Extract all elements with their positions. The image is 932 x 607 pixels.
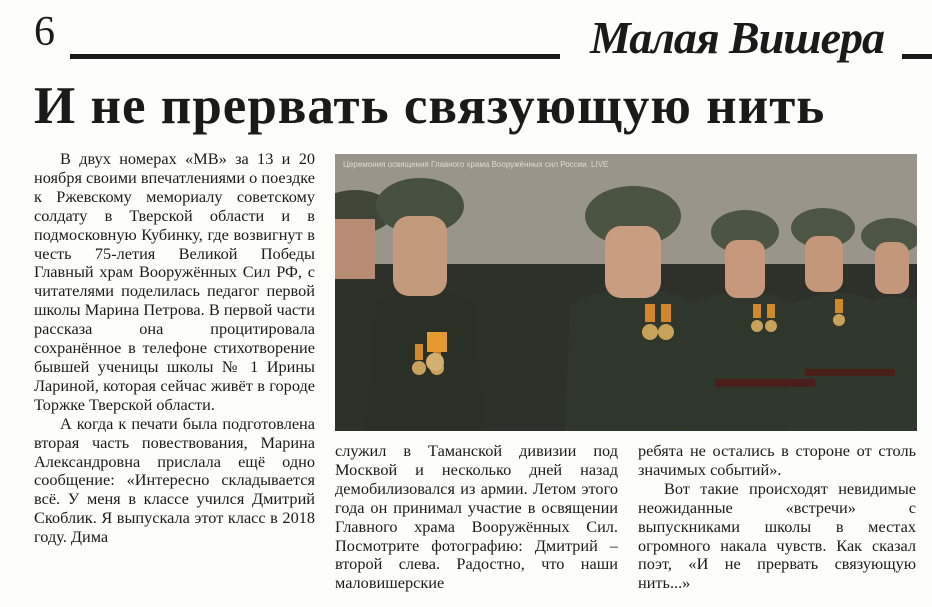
- article-column-2: [335, 442, 618, 593]
- article-photo: [335, 154, 917, 431]
- header-rule-left: [70, 54, 560, 59]
- article-column-3: [638, 442, 916, 593]
- paragraph-3: служил в Таманской дивизии под Москвой и несколько дней назад демобилизовался из армии. Летом этого года он принимал участие в освящении Главного храма Вооружённых Сил. Посмотрите фотографию: Дмитрий – второй слева. Радостно, что наши маловишерские: [335, 441, 618, 593]
- paragraph-4: ребята не остались в стороне от столь значимых событий».: [638, 441, 916, 479]
- photo-caption: Церемония освящения Главного храма Вооружённых сил России. LIVE: [343, 160, 609, 169]
- page-number: 6: [34, 9, 55, 55]
- paragraph-1: В двух номерах «МВ» за 13 и 20 ноября своими впечатлениями о поездке к Ржевскому мемориалу советскому солдату в Тверской области и в подмосковную Кубинку, где возвигнут в честь 75-летия Великой Победы Главный храм Вооружённых Сил РФ, с читателями поделилась педагог первой школы Марина Петрова. В первой части рассказа она процитировала сохранённое в телефоне стихотворение бывшей ученицы школы № 1 Ирины Лариной, которая сейчас живёт в городе Торжке Тверской области.: [34, 149, 315, 414]
- soldiers-illustration: [335, 154, 917, 431]
- paragraph-5: Вот такие происходят невидимые неожиданные «встречи» с выпускниками школы в местах огромного накала чувств. Как сказал поэт, «И не прервать связующую нить...»: [638, 478, 916, 593]
- newspaper-masthead: Малая Вишера: [589, 12, 885, 63]
- article-headline: И не прервать связующую нить: [34, 77, 826, 135]
- paragraph-2: А когда к печати была подготовлена вторая часть повествования, Марина Александровна прислала ещё одно сообщение: «Интересно складывается всё. У меня в классе учился Дмитрий Скоблик. Я выпускала этот класс в 2018 году. Дима: [34, 413, 315, 547]
- header-rule-right: [902, 54, 932, 59]
- article-column-1: [34, 150, 315, 547]
